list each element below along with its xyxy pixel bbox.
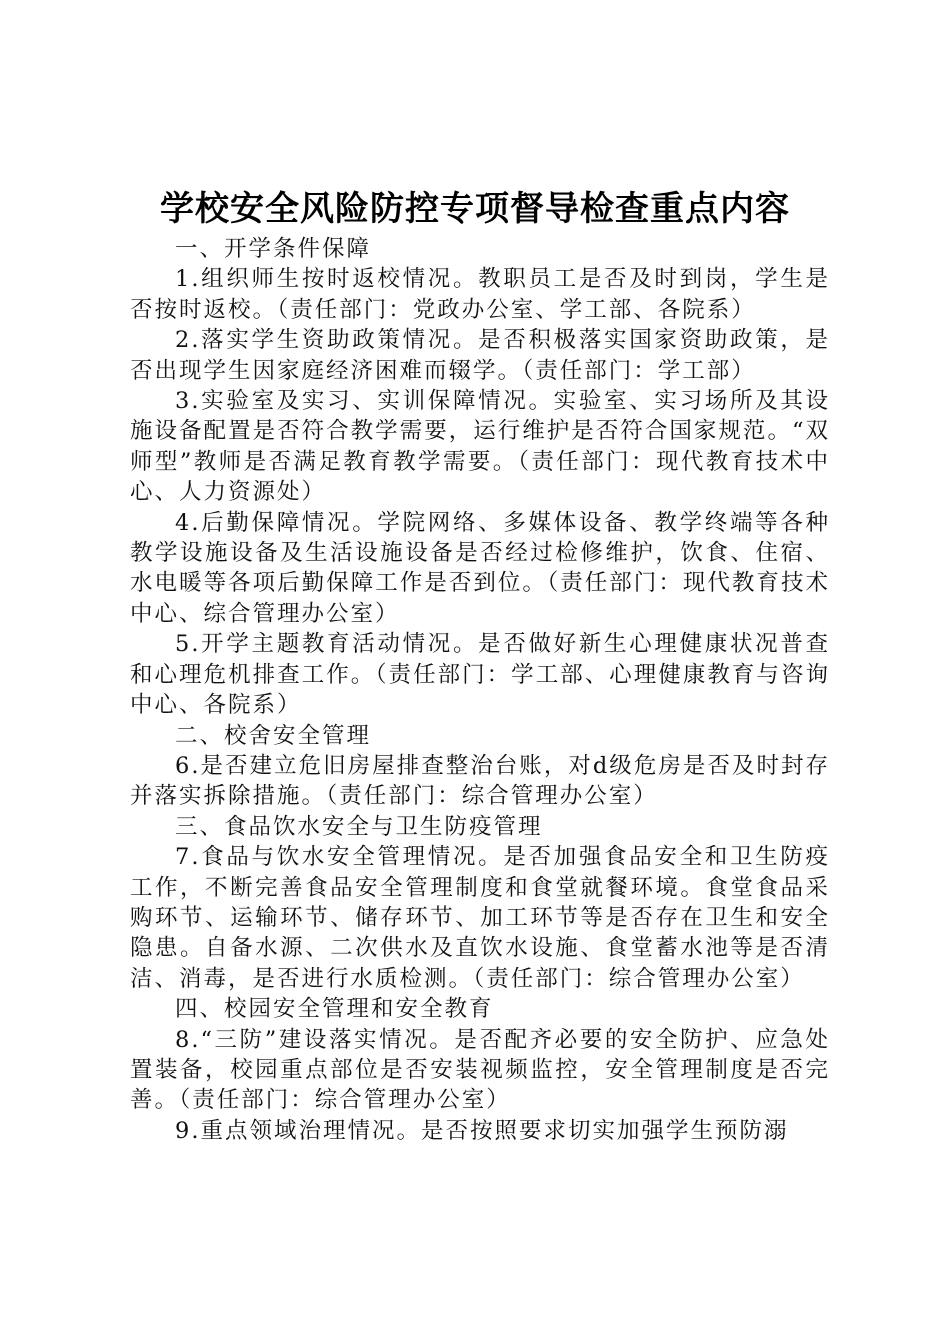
paragraph-item-5: 5.开学主题教育活动情况。是否做好新生心理健康状况普查和心理危机排查工作。（责任部门：学工部、心理健康教育与咨询中心、各院系）	[130, 631, 830, 719]
document-title: 学校安全风险防控专项督导检查重点内容	[160, 189, 790, 229]
paragraph-item-7: 7.食品与饮水安全管理情况。是否加强食品安全和卫生防疫工作，不断完善食品安全管理制度和食堂就餐环境。食堂食品采购环节、运输环节、储存环节、加工环节等是否存在卫生和安全隐患。自备水源、二次供水及直饮水设施、食堂蓄水池等是否清洁、消毒，是否进行水质检测。（责任部门：综合管理办公室）	[130, 844, 830, 992]
section-heading-1: 一、开学条件保障	[175, 236, 372, 262]
paragraph-item-6: 6.是否建立危旧房屋排查整治台账，对d级危房是否及时封存并落实拆除措施。（责任部门：综合管理办公室）	[130, 752, 830, 810]
section-heading-4: 四、校园安全管理和安全教育	[175, 996, 494, 1023]
section-heading-2: 二、校舍安全管理	[175, 722, 372, 749]
paragraph-item-1: 1.组织师生按时返校情况。教职员工是否及时到岗，学生是否按时返校。（责任部门：党政办公室、学工部、各院系）	[130, 266, 830, 323]
paragraph-item-4: 4.后勤保障情况。学院网络、多媒体设备、教学终端等各种教学设施设备及生活设施设备是否经过检修维护，饮食、住宿、水电暖等各项后勤保障工作是否到位。（责任部门：现代教育技术中心、综合管理办公室）	[130, 509, 830, 627]
document-body	[130, 234, 830, 1146]
paragraph-item-2: 2.落实学生资助政策情况。是否积极落实国家资助政策，是否出现学生因家庭经济困难而辍学。（责任部门：学工部）	[130, 327, 830, 384]
paragraph-item-8: 8.“三防”建设落实情况。是否配齐必要的安全防护、应急处置装备，校园重点部位是否安装视频监控，安全管理制度是否完善。（责任部门：综合管理办公室）	[130, 1026, 830, 1114]
paragraph-item-9: 9.重点领域治理情况。是否按照要求切实加强学生预防溺	[175, 1117, 789, 1144]
paragraph-item-3: 3.实验室及实习、实训保障情况。实验室、实习场所及其设施设备配置是否符合教学需要，运行维护是否符合国家规范。“双师型”教师是否满足教育教学需要。（责任部门：现代教育技术中心、人力资源处）	[130, 388, 830, 506]
section-heading-3: 三、食品饮水安全与卫生防疫管理	[175, 813, 543, 840]
